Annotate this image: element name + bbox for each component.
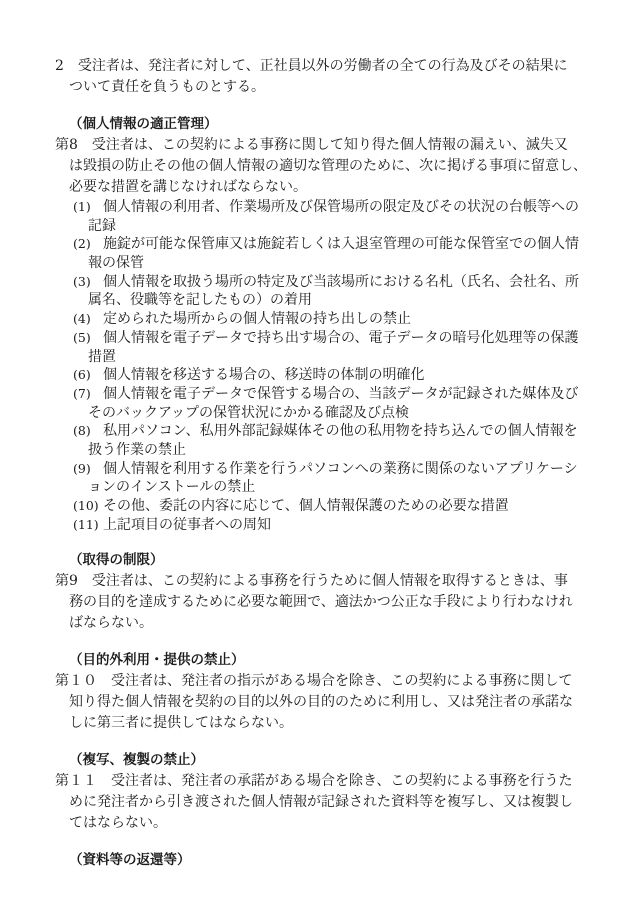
item-number: (1) bbox=[73, 199, 91, 214]
list-item-continuation: 扱う作業の禁止 bbox=[88, 441, 186, 458]
paragraph-line: は毀損の防止その他の個人情報の適切な管理のために、次に掲げる事項に留意し、 bbox=[69, 158, 587, 174]
paragraph-line: 第１０ 受注者は、発注者の指示がある場合を除き、この契約による事務に関して bbox=[55, 673, 573, 690]
item-number: (5) bbox=[73, 329, 91, 345]
list-item-text: 個人情報の利用者、作業場所及び保管場所の限定及びその状況の台帳等への bbox=[103, 199, 579, 215]
paragraph-line: 第9 受注者は、この契約による事務を行うために個人情報を取得するときは、事 bbox=[55, 573, 568, 590]
list-item-continuation: 措置 bbox=[88, 348, 116, 365]
item-number: (6) bbox=[73, 367, 91, 383]
list-item-continuation: 記録 bbox=[88, 217, 116, 234]
list-item bbox=[55, 497, 600, 516]
list-item-text: その他、委託の内容に応じて、個人情報保護のための必要な措置 bbox=[103, 498, 509, 514]
section-heading: （取得の制限） bbox=[69, 552, 164, 569]
list-item-continuation: 報の保管 bbox=[88, 255, 144, 272]
list-item-text: 定められた場所からの個人情報の持ち出しの禁止 bbox=[103, 311, 411, 328]
paragraph-line: しに第三者に提供してはならない。 bbox=[69, 715, 293, 732]
list-item-text: 個人情報を電子データで保管する場合の、当該データが記録された媒体及び bbox=[103, 385, 579, 402]
list-item bbox=[55, 366, 600, 385]
paragraph-line: 務の目的を達成するために必要な範囲で、適法かつ公正な手段により行わなけれ bbox=[69, 594, 573, 611]
paragraph-line: 2 受注者は、発注者に対して、正社員以外の労働者の全ての行為及びその結果に bbox=[55, 58, 568, 74]
item-number: (8) bbox=[73, 423, 91, 439]
paragraph-line: 知り得た個人情報を契約の目的以外の目的のために利用し、又は発注者の承諾な bbox=[69, 694, 573, 711]
section-heading: （個人情報の適正管理） bbox=[69, 116, 218, 132]
list-item-text: 施錠が可能な保管庫又は施錠若しくは入退室管理の可能な保管室での個人情 bbox=[103, 236, 579, 253]
list-item-text: 上記項目の従事者への周知 bbox=[103, 516, 271, 533]
item-number: (9) bbox=[73, 460, 91, 476]
paragraph-line: めに発注者から引き渡された個人情報が記録された資料等を複写し、又は複製し bbox=[69, 794, 573, 811]
paragraph-line: てはならない。 bbox=[69, 815, 167, 832]
list-item bbox=[55, 516, 600, 535]
paragraph-line: 第8 受注者は、この契約による事務に関して知り得た個人情報の漏えい、滅失又 bbox=[55, 137, 568, 153]
list-item-text: 個人情報を利用する作業を行うパソコンへの業務に関係のないアプリケーシ bbox=[103, 460, 578, 477]
list-item-text: 個人情報を取扱う場所の特定及び当該場所における名札（氏名、会社名、所 bbox=[103, 273, 579, 290]
list-item bbox=[55, 310, 600, 329]
list-item-text: 私用パソコン、私用外部記録媒体その他の私用物を持ち込んでの個人情報を bbox=[103, 423, 578, 440]
item-number: (2) bbox=[73, 236, 91, 252]
list-item-continuation: 属名、役職等を記したもの）の着用 bbox=[88, 292, 312, 309]
item-number: (7) bbox=[73, 385, 91, 401]
list-item bbox=[55, 329, 600, 348]
paragraph-line: ついて責任を負うものとする。 bbox=[69, 79, 265, 95]
list-item bbox=[55, 422, 600, 441]
list-item bbox=[55, 198, 600, 217]
item-number: (10) bbox=[73, 498, 99, 513]
document-content bbox=[55, 56, 600, 871]
section-heading: （資料等の返還等） bbox=[69, 852, 191, 869]
list-item bbox=[55, 273, 600, 292]
section-heading: （目的外利用・提供の禁止） bbox=[69, 652, 245, 669]
item-number: (11) bbox=[73, 516, 99, 532]
list-item bbox=[55, 235, 600, 254]
section-heading: （複写、複製の禁止） bbox=[69, 752, 204, 769]
list-item bbox=[55, 385, 600, 404]
list-item bbox=[55, 460, 600, 479]
item-number: (3) bbox=[73, 273, 91, 289]
paragraph-line: 必要な措置を講じなければならない。 bbox=[69, 179, 307, 195]
item-number: (4) bbox=[73, 311, 91, 327]
paragraph-line: ばならない。 bbox=[69, 615, 153, 632]
list-item-text: 個人情報を電子データで持ち出す場合の、電子データの暗号化処理等の保護 bbox=[103, 329, 579, 346]
list-item-continuation: ョンのインストールの禁止 bbox=[88, 479, 256, 496]
list-item-continuation: そのバックアップの保管状況にかかる確認及び点検 bbox=[88, 404, 410, 421]
paragraph-line: 第１１ 受注者は、発注者の承諾がある場合を除き、この契約による事務を行うた bbox=[55, 773, 573, 790]
list-item-text: 個人情報を移送する場合の、移送時の体制の明確化 bbox=[103, 367, 425, 384]
